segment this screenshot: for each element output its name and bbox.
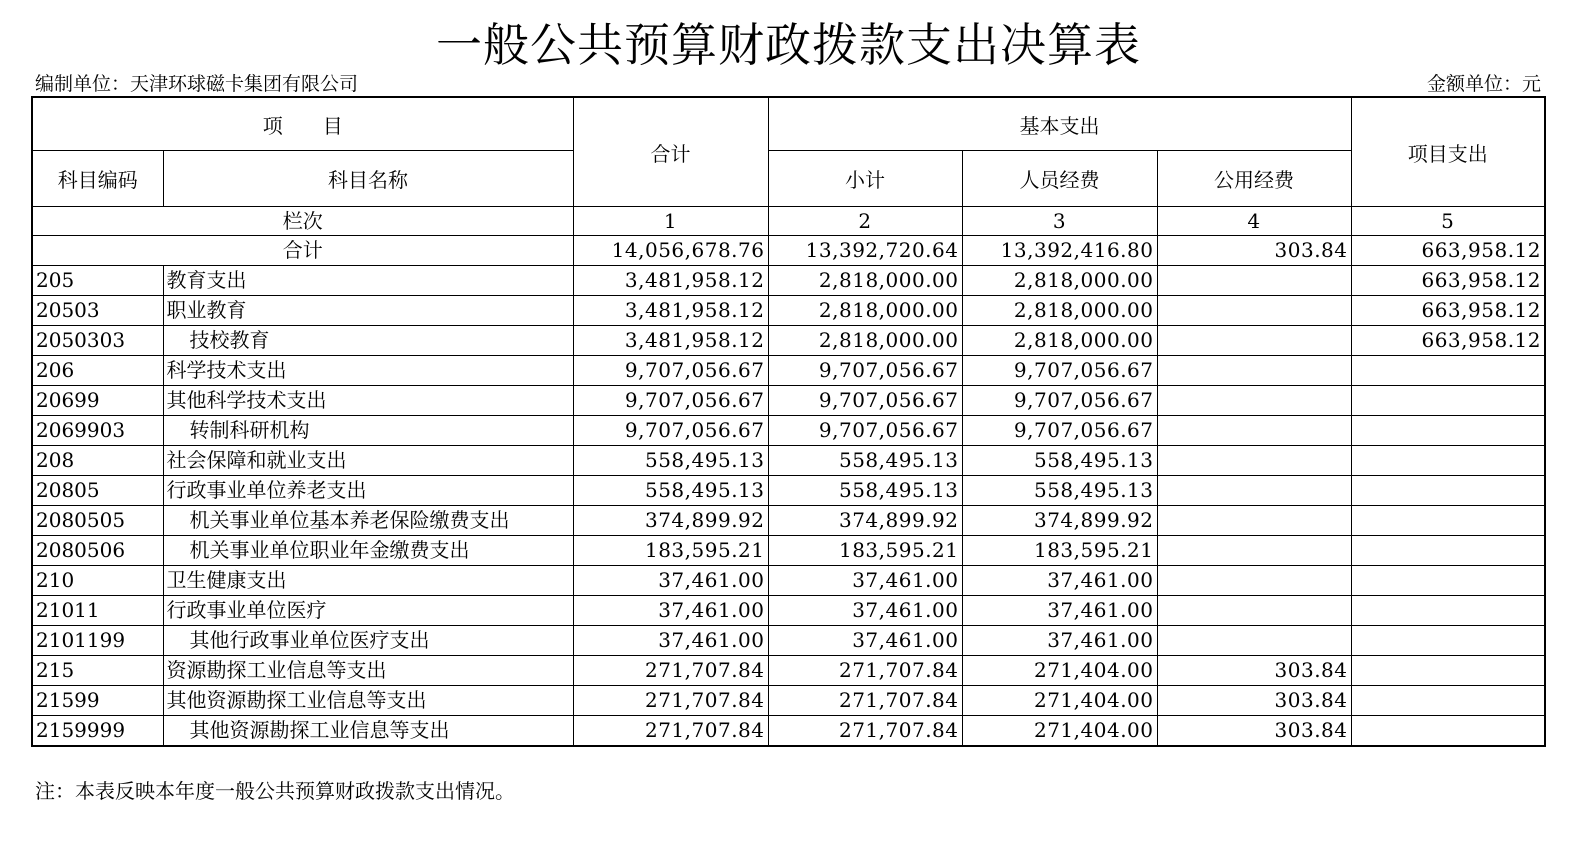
personnel-cell: 271,404.00 bbox=[962, 716, 1157, 747]
project-exp-cell bbox=[1351, 626, 1545, 656]
project-exp-cell: 663,958.12 bbox=[1351, 266, 1545, 296]
total-cell: 271,707.84 bbox=[573, 716, 768, 747]
index-c4: 4 bbox=[1157, 207, 1351, 236]
project-exp-cell bbox=[1351, 566, 1545, 596]
personnel-cell: 374,899.92 bbox=[962, 506, 1157, 536]
subject-name-cell: 教育支出 bbox=[163, 266, 573, 296]
subject-name-cell: 职业教育 bbox=[163, 296, 573, 326]
total-cell: 9,707,056.67 bbox=[573, 356, 768, 386]
total-c5: 663,958.12 bbox=[1351, 236, 1545, 266]
total-cell: 37,461.00 bbox=[573, 566, 768, 596]
project-exp-cell bbox=[1351, 596, 1545, 626]
personnel-cell: 9,707,056.67 bbox=[962, 356, 1157, 386]
total-cell: 9,707,056.67 bbox=[573, 386, 768, 416]
index-row bbox=[32, 207, 1545, 236]
project-exp-cell bbox=[1351, 356, 1545, 386]
personnel-cell: 9,707,056.67 bbox=[962, 386, 1157, 416]
subtotal-cell: 271,707.84 bbox=[768, 656, 962, 686]
table-row bbox=[32, 356, 1545, 386]
public-cell bbox=[1157, 596, 1351, 626]
table-row bbox=[32, 686, 1545, 716]
subject-code-cell: 2080506 bbox=[32, 536, 163, 566]
public-cell bbox=[1157, 506, 1351, 536]
subject-name-cell: 机关事业单位职业年金缴费支出 bbox=[163, 536, 573, 566]
table-row bbox=[32, 626, 1545, 656]
subtotal-cell: 271,707.84 bbox=[768, 716, 962, 747]
project-exp-cell bbox=[1351, 476, 1545, 506]
personnel-cell: 37,461.00 bbox=[962, 596, 1157, 626]
subtotal-cell: 37,461.00 bbox=[768, 626, 962, 656]
table-row bbox=[32, 446, 1545, 476]
subject-code-cell: 20699 bbox=[32, 386, 163, 416]
project-exp-cell bbox=[1351, 716, 1545, 747]
subject-code-cell: 2159999 bbox=[32, 716, 163, 747]
header-personnel: 人员经费 bbox=[962, 151, 1157, 207]
subject-code-cell: 205 bbox=[32, 266, 163, 296]
subject-code-cell: 20805 bbox=[32, 476, 163, 506]
personnel-cell: 271,404.00 bbox=[962, 656, 1157, 686]
header-row-2 bbox=[32, 151, 1545, 207]
subject-code-cell: 20503 bbox=[32, 296, 163, 326]
subtotal-cell: 558,495.13 bbox=[768, 476, 962, 506]
public-cell bbox=[1157, 566, 1351, 596]
subtotal-cell: 9,707,056.67 bbox=[768, 356, 962, 386]
table-row bbox=[32, 536, 1545, 566]
public-cell: 303.84 bbox=[1157, 716, 1351, 747]
subject-name-cell: 科学技术支出 bbox=[163, 356, 573, 386]
total-cell: 3,481,958.12 bbox=[573, 296, 768, 326]
public-cell bbox=[1157, 326, 1351, 356]
table-row bbox=[32, 716, 1545, 747]
subject-code-cell: 206 bbox=[32, 356, 163, 386]
index-c1: 1 bbox=[573, 207, 768, 236]
subject-name-cell: 技校教育 bbox=[163, 326, 573, 356]
index-c3: 3 bbox=[962, 207, 1157, 236]
amount-unit: 金额单位：元 bbox=[1426, 73, 1541, 95]
table-row bbox=[32, 566, 1545, 596]
subject-name-cell: 机关事业单位基本养老保险缴费支出 bbox=[163, 506, 573, 536]
subject-name-cell: 转制科研机构 bbox=[163, 416, 573, 446]
total-cell: 558,495.13 bbox=[573, 476, 768, 506]
total-cell: 271,707.84 bbox=[573, 686, 768, 716]
project-exp-cell bbox=[1351, 446, 1545, 476]
personnel-cell: 2,818,000.00 bbox=[962, 266, 1157, 296]
table-row bbox=[32, 506, 1545, 536]
public-cell bbox=[1157, 416, 1351, 446]
header-row-1 bbox=[32, 97, 1545, 151]
public-cell bbox=[1157, 536, 1351, 566]
subject-name-cell: 资源勘探工业信息等支出 bbox=[163, 656, 573, 686]
subject-code-cell: 2080505 bbox=[32, 506, 163, 536]
compiling-unit: 编制单位：天津环球磁卡集团有限公司 bbox=[35, 73, 359, 95]
project-exp-cell: 663,958.12 bbox=[1351, 296, 1545, 326]
header-basic-expenditure: 基本支出 bbox=[768, 97, 1351, 151]
table-row bbox=[32, 596, 1545, 626]
public-cell bbox=[1157, 476, 1351, 506]
subject-name-cell: 行政事业单位医疗 bbox=[163, 596, 573, 626]
public-cell bbox=[1157, 386, 1351, 416]
header-total: 合计 bbox=[573, 97, 768, 207]
header-public: 公用经费 bbox=[1157, 151, 1351, 207]
personnel-cell: 2,818,000.00 bbox=[962, 296, 1157, 326]
header-project-expenditure: 项目支出 bbox=[1351, 97, 1545, 207]
subject-code-cell: 208 bbox=[32, 446, 163, 476]
subtotal-cell: 2,818,000.00 bbox=[768, 326, 962, 356]
personnel-cell: 37,461.00 bbox=[962, 626, 1157, 656]
project-exp-cell bbox=[1351, 656, 1545, 686]
subject-name-cell: 其他科学技术支出 bbox=[163, 386, 573, 416]
table-row bbox=[32, 416, 1545, 446]
expenditure-table bbox=[31, 96, 1546, 747]
subject-code-cell: 210 bbox=[32, 566, 163, 596]
project-exp-cell bbox=[1351, 686, 1545, 716]
personnel-cell: 558,495.13 bbox=[962, 446, 1157, 476]
subject-name-cell: 其他资源勘探工业信息等支出 bbox=[163, 716, 573, 747]
table-row bbox=[32, 266, 1545, 296]
subject-code-cell: 21599 bbox=[32, 686, 163, 716]
subtotal-cell: 37,461.00 bbox=[768, 566, 962, 596]
total-label: 合计 bbox=[32, 236, 573, 266]
subject-code-cell: 215 bbox=[32, 656, 163, 686]
total-cell: 9,707,056.67 bbox=[573, 416, 768, 446]
total-c1: 14,056,678.76 bbox=[573, 236, 768, 266]
subtotal-cell: 9,707,056.67 bbox=[768, 416, 962, 446]
personnel-cell: 558,495.13 bbox=[962, 476, 1157, 506]
index-c5: 5 bbox=[1351, 207, 1545, 236]
subtotal-cell: 374,899.92 bbox=[768, 506, 962, 536]
total-c3: 13,392,416.80 bbox=[962, 236, 1157, 266]
subject-name-cell: 其他资源勘探工业信息等支出 bbox=[163, 686, 573, 716]
header-project: 项 目 bbox=[32, 97, 573, 151]
index-label: 栏次 bbox=[32, 207, 573, 236]
subject-code-cell: 21011 bbox=[32, 596, 163, 626]
public-cell bbox=[1157, 266, 1351, 296]
project-exp-cell bbox=[1351, 416, 1545, 446]
subject-name-cell: 社会保障和就业支出 bbox=[163, 446, 573, 476]
total-c2: 13,392,720.64 bbox=[768, 236, 962, 266]
subject-name-cell: 行政事业单位养老支出 bbox=[163, 476, 573, 506]
subtotal-cell: 37,461.00 bbox=[768, 596, 962, 626]
subtotal-cell: 271,707.84 bbox=[768, 686, 962, 716]
index-c2: 2 bbox=[768, 207, 962, 236]
project-exp-cell: 663,958.12 bbox=[1351, 326, 1545, 356]
subject-name-cell: 卫生健康支出 bbox=[163, 566, 573, 596]
subtotal-cell: 2,818,000.00 bbox=[768, 266, 962, 296]
table-row bbox=[32, 476, 1545, 506]
header-subject-name: 科目名称 bbox=[163, 151, 573, 207]
subtotal-cell: 2,818,000.00 bbox=[768, 296, 962, 326]
total-cell: 183,595.21 bbox=[573, 536, 768, 566]
public-cell bbox=[1157, 446, 1351, 476]
public-cell bbox=[1157, 296, 1351, 326]
total-cell: 3,481,958.12 bbox=[573, 326, 768, 356]
subtotal-cell: 558,495.13 bbox=[768, 446, 962, 476]
total-cell: 3,481,958.12 bbox=[573, 266, 768, 296]
total-row bbox=[32, 236, 1545, 266]
subject-code-cell: 2101199 bbox=[32, 626, 163, 656]
project-exp-cell bbox=[1351, 506, 1545, 536]
personnel-cell: 2,818,000.00 bbox=[962, 326, 1157, 356]
personnel-cell: 183,595.21 bbox=[962, 536, 1157, 566]
table-row bbox=[32, 326, 1545, 356]
public-cell bbox=[1157, 356, 1351, 386]
header-subtotal: 小计 bbox=[768, 151, 962, 207]
subject-code-cell: 2069903 bbox=[32, 416, 163, 446]
project-exp-cell bbox=[1351, 536, 1545, 566]
subtotal-cell: 9,707,056.67 bbox=[768, 386, 962, 416]
table-row bbox=[32, 656, 1545, 686]
public-cell bbox=[1157, 626, 1351, 656]
total-cell: 558,495.13 bbox=[573, 446, 768, 476]
total-cell: 37,461.00 bbox=[573, 596, 768, 626]
project-exp-cell bbox=[1351, 386, 1545, 416]
header-subject-code: 科目编码 bbox=[32, 151, 163, 207]
subject-name-cell: 其他行政事业单位医疗支出 bbox=[163, 626, 573, 656]
personnel-cell: 9,707,056.67 bbox=[962, 416, 1157, 446]
footnote: 注：本表反映本年度一般公共预算财政拨款支出情况。 bbox=[35, 779, 515, 803]
public-cell: 303.84 bbox=[1157, 686, 1351, 716]
public-cell: 303.84 bbox=[1157, 656, 1351, 686]
total-cell: 37,461.00 bbox=[573, 626, 768, 656]
table-row bbox=[32, 296, 1545, 326]
table-row bbox=[32, 386, 1545, 416]
personnel-cell: 271,404.00 bbox=[962, 686, 1157, 716]
page-title: 一般公共预算财政拨款支出决算表 bbox=[436, 18, 1141, 72]
total-c4: 303.84 bbox=[1157, 236, 1351, 266]
personnel-cell: 37,461.00 bbox=[962, 566, 1157, 596]
total-cell: 374,899.92 bbox=[573, 506, 768, 536]
total-cell: 271,707.84 bbox=[573, 656, 768, 686]
subject-code-cell: 2050303 bbox=[32, 326, 163, 356]
subtotal-cell: 183,595.21 bbox=[768, 536, 962, 566]
